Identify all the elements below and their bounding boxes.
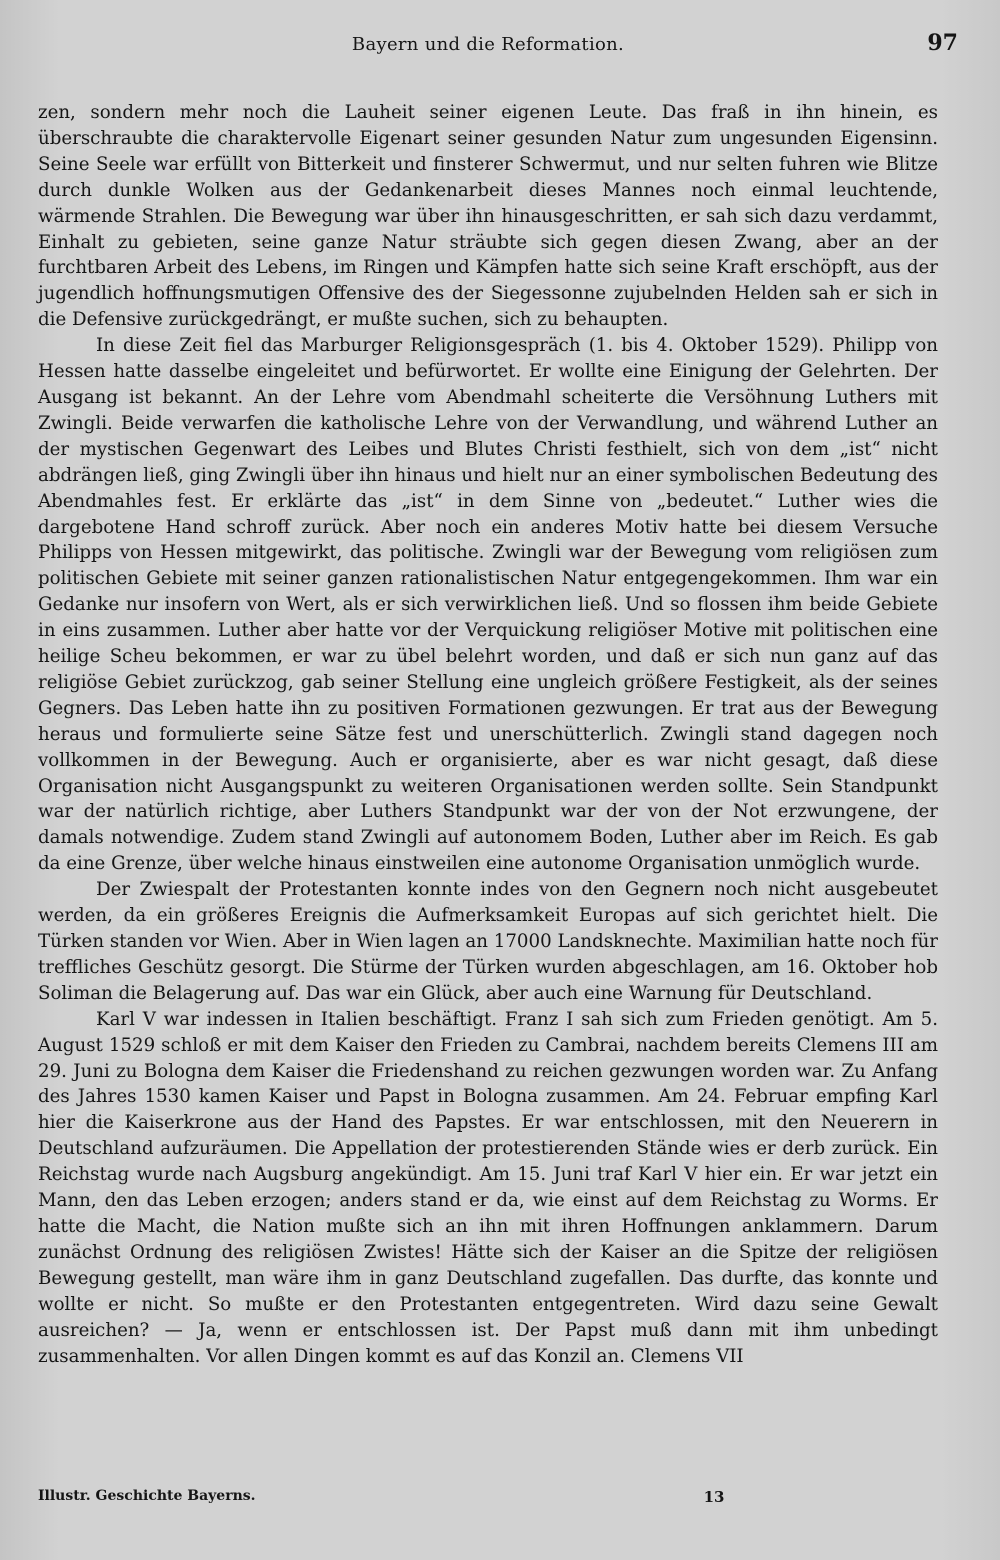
page-number: 97: [927, 30, 958, 56]
paragraph-2: In diese Zeit fiel das Marburger Religionsgespräch (1. bis 4. Oktober 1529). Philipp von Hessen hatte dasselbe eingeleitet und befürwortet. Er wollte eine Einigung der Gelehrten. Der Ausgang ist bekannt. An der Lehre vom Abendmahl scheiterte die Versöhnung Luthers mit Zwingli. Beide verwarfen die katholische Lehre von der Verwandlung, und während Luther an der mystischen Gegenwart des Leibes und Blutes Christi festhielt, sich von dem „ist“ nicht abdrängen ließ, ging Zwingli über ihn hinaus und hielt nur an einer symbolischen Bedeutung des Abendmahles fest. Er erklärte das „ist“ in dem Sinne von „bedeutet.“ Luther wies die dargebotene Hand schroff zurück. Aber noch ein anderes Motiv hatte bei diesem Versuche Philipps von Hessen mitgewirkt, das politische. Zwingli war der Bewegung vom religiösen zum politischen Gebiete mit seiner ganzen rationalistischen Natur entgegengekommen. Ihm war ein Gedanke nur insofern von Wert, als er sich verwirklichen ließ. Und so flossen ihm beide Gebiete in eins zusammen. Luther aber hatte vor der Verquickung religiöser Motive mit politischen eine heilige Scheu bekommen, er war zu übel belehrt worden, und daß er sich nun ganz auf das religiöse Gebiet zurückzog, gab seiner Stellung eine ungleich größere Festigkeit, als der seines Gegners. Das Leben hatte ihn zu positiven Formationen gezwungen. Er trat aus der Bewegung heraus und formulierte seine Sätze fest und unerschütterlich. Zwingli stand dagegen noch vollkommen in der Bewegung. Auch er organisierte, aber es war nicht gesagt, daß diese Organisation nicht Ausgangspunkt zu weiteren Organisationen werden sollte. Sein Standpunkt war der natürlich richtige, aber Luthers Standpunkt war der von der Not erzwungene, der damals notwendige. Zudem stand Zwingli auf autonomem Boden, Luther aber im Reich. Es gab da eine Grenze, über welche hinaus einstweilen eine autonome Organisation unmöglich wurde.: [38, 335, 938, 875]
book-title: Illustr. Geschichte Bayerns.: [38, 1488, 256, 1504]
page-header: [38, 30, 958, 64]
page-footer: [38, 1488, 938, 1512]
paragraph-3: Der Zwiespalt der Protestanten konnte indes von den Gegnern noch nicht ausgebeutet werden, da ein größeres Ereignis die Aufmerksamkeit Europas auf sich gerichtet hielt. Die Türken standen vor Wien. Aber in Wien lagen an 17000 Landsknechte. Maximilian hatte noch für treffliches Geschütz gesorgt. Die Stürme der Türken wurden abgeschlagen, am 16. Oktober hob Soliman die Belagerung auf. Das war ein Glück, aber auch eine Warnung für Deutschland.: [38, 879, 938, 1004]
sheet-signature: 13: [703, 1488, 725, 1506]
paragraph-1: zen, sondern mehr noch die Lauheit seiner eigenen Leute. Das fraß in ihn hinein, es überschraubte die charaktervolle Eigenart seiner gesunden Natur zum ungesunden Eigensinn. Seine Seele war erfüllt von Bitterkeit und finsterer Schwermut, und nur selten fuhren wie Blitze durch dunkle Wolken aus der Gedankenarbeit dieses Mannes noch einmal leuchtende, wärmende Strahlen. Die Bewegung war über ihn hinausgeschritten, er sah sich dazu verdammt, Einhalt zu gebieten, seine ganze Natur sträubte sich gegen diesen Zwang, aber an der furchtbaren Arbeit des Lebens, im Ringen und Kämpfen hatte sich seine Kraft erschöpft, aus der jugendlich hoffnungsmutigen Offensive des der Siegessonne zujubelnden Helden sah er sich in die Defensive zurückgedrängt, er mußte suchen, sich zu behaupten.: [38, 102, 938, 331]
paragraph-4: Karl V war indessen in Italien beschäftigt. Franz I sah sich zum Frieden genötigt. Am 5. August 1529 schloß er mit dem Kaiser den Frieden zu Cambrai, nachdem bereits Clemens III am 29. Juni zu Bologna dem Kaiser die Friedenshand zu reichen gezwungen worden war. Zu Anfang des Jahres 1530 kamen Kaiser und Papst in Bologna zusammen. Am 24. Februar empfing Karl hier die Kaiserkrone aus der Hand des Papstes. Er war entschlossen, mit den Neuerern in Deutschland aufzuräumen. Die Appellation der protestierenden Stände wies er derb zurück. Ein Reichstag wurde nach Augsburg angekündigt. Am 15. Juni traf Karl V hier ein. Er war jetzt ein Mann, den das Leben erzogen; anders stand er da, wie einst auf dem Reichstag zu Worms. Er hatte die Macht, die Nation mußte sich an ihn mit ihren Hoffnungen anklammern. Darum zunächst Ordnung des religiösen Zwistes! Hätte sich der Kaiser an die Spitze der religiösen Bewegung gestellt, man wäre ihm in ganz Deutschland zugefallen. Das durfte, das konnte und wollte er nicht. So mußte er den Protestanten entgegentreten. Wird dazu seine Gewalt ausreichen? — Ja, wenn er entschlossen ist. Der Papst muß dann mit ihm unbedingt zusammenhalten. Vor allen Dingen kommt es auf das Konzil an. Clemens VII: [38, 1008, 938, 1367]
body-text: [38, 100, 938, 1369]
running-title: Bayern und die Reformation.: [351, 34, 625, 55]
